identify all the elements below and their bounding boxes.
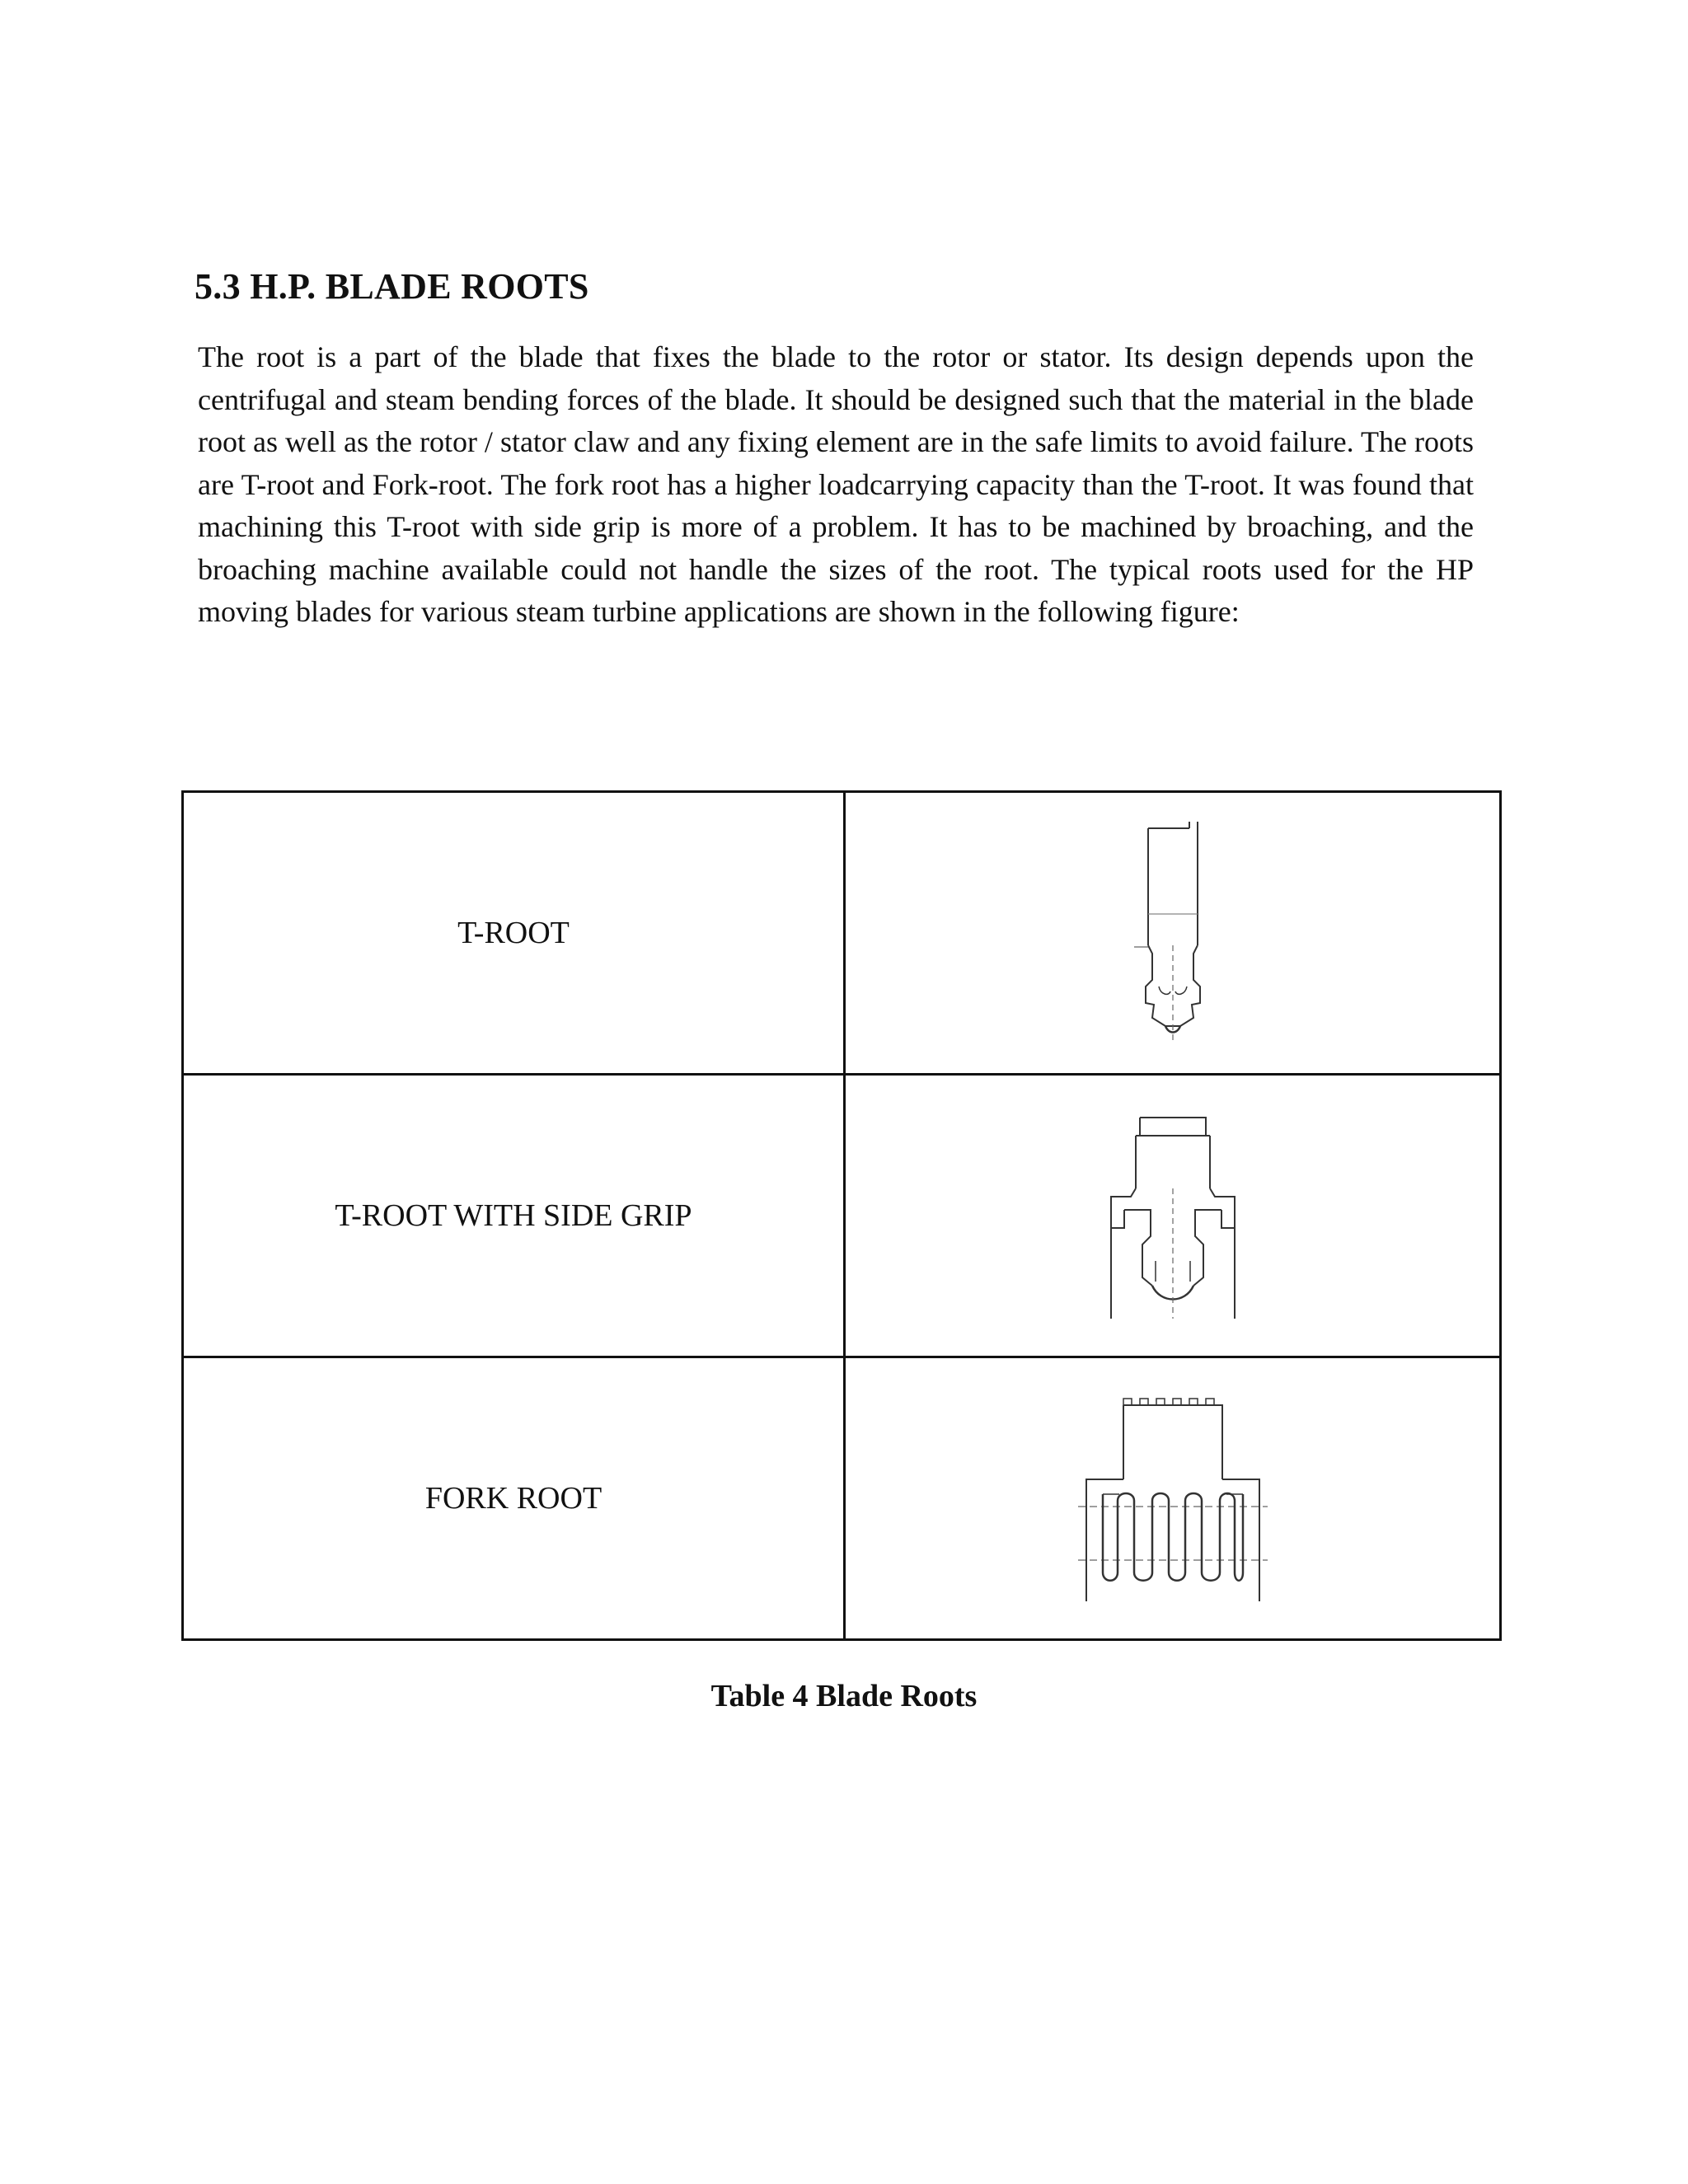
fork-root-drawing-icon bbox=[1078, 1395, 1268, 1601]
section-heading: 5.3 H.P. BLADE ROOTS bbox=[195, 266, 589, 307]
table-row bbox=[183, 1075, 1501, 1357]
root-type-label: T-ROOT WITH SIDE GRIP bbox=[183, 1075, 845, 1357]
t-root-side-grip-drawing-icon bbox=[1103, 1113, 1243, 1319]
table-row bbox=[183, 1357, 1501, 1640]
t-root-drawing-icon bbox=[1128, 822, 1218, 1044]
root-figure-cell bbox=[845, 1075, 1501, 1357]
root-type-label: T-ROOT bbox=[183, 792, 845, 1075]
table-caption: Table 4 Blade Roots bbox=[710, 1679, 978, 1713]
table-row bbox=[183, 792, 1501, 1075]
root-figure-cell bbox=[845, 1357, 1501, 1640]
root-type-label: FORK ROOT bbox=[183, 1357, 845, 1640]
root-figure-cell bbox=[845, 792, 1501, 1075]
blade-roots-table bbox=[181, 790, 1502, 1641]
body-paragraph: The root is a part of the blade that fixes the blade to the rotor or stator. Its design depends upon the centrifugal and steam bending forces of the blade. It should be designed such that the material in the blade root as well as the rotor / stator claw and any fixing element are in the safe limits to avoid failure. The roots are T-root and Fork-root. The fork root has a higher loadcarrying capacity than the T-root. It was found that machining this T-root with side grip is more of a problem. It has to be machined by broaching, and the broaching machine available could not handle the sizes of the root. The typical roots used for the HP moving blades for various steam turbine applications are shown in the following figure: bbox=[198, 340, 1474, 628]
